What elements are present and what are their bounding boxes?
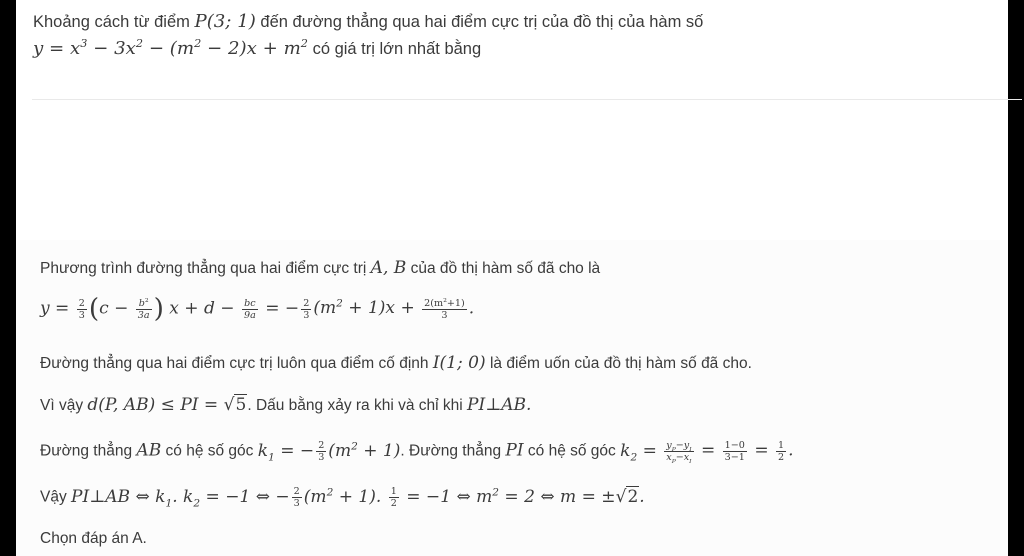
- left-black-border: [0, 0, 16, 556]
- slope2-text: . Đường thẳng: [400, 442, 502, 460]
- solution-intro: [40, 260, 600, 277]
- solution-intro-text: Phương trình đường thẳng qua hai điểm cực trị: [40, 260, 367, 277]
- question-text-rest: đến đường thẳng qua hai điểm cực trị của đồ thị của hàm số: [260, 13, 704, 31]
- question-point: P(3; 1): [194, 11, 256, 32]
- fixed-point: I(1; 0): [432, 353, 486, 373]
- slope2-mid: có hệ số góc: [527, 442, 616, 460]
- right-black-border: [1008, 0, 1024, 556]
- fixed-point-text: Đường thẳng qua hai điểm cực trị luôn qua điểm cố định: [40, 355, 429, 372]
- answer-line: Chọn đáp án A.: [40, 530, 147, 547]
- question-line-2: [33, 36, 482, 59]
- question-text: Khoảng cách từ điểm: [33, 13, 190, 31]
- solution-intro-rest: của đồ thị hàm số đã cho là: [410, 260, 601, 277]
- distance-inequality: d(P, AB) ≤ PI = √5: [87, 395, 247, 415]
- blank-panel: [16, 100, 1008, 240]
- line-equation: y = $\frac{2}{3}$ (c − $\frac{b^2}{3a}$ ) x + d − $\frac{bc}{9a}$ = − $\frac{2}{3}$ $(m^2 + 1)x$ + $\frac{2(m^2+1)}{3}$ .: [40, 294, 475, 324]
- so-text: Vậy: [40, 488, 67, 506]
- conclusion-line: Vậy PI⊥AB ⇔ $k_1$. $k_2 = -1$ ⇔ − $\frac{2}{3}$ $(m^2 + 1)$. $\frac{1}{2}$ = −1 ⇔ $m^2 = 2$ ⇔ m = ±√2.: [40, 485, 645, 510]
- extremum-points: A, B: [370, 258, 407, 278]
- slopes-line: Đường thẳng AB có hệ số góc $k_1$ = − $\frac{2}{3}$ $(m^2 + 1)$. Đường thẳng PI có hệ số góc $k_2$ = $\frac{y_P-y_I}{x_P-x_I}$ = $\frac{1-0}{3-1}$ = $\frac{1}{2}$ .: [40, 439, 794, 465]
- therefore-text: Vì vậy: [40, 397, 84, 414]
- slope1-text: Đường thẳng: [40, 442, 133, 460]
- question-text-end: có giá trị lớn nhất bằng: [312, 40, 482, 58]
- fixed-point-rest: là điểm uốn của đồ thị hàm số đã cho.: [489, 355, 752, 372]
- function-formula: $y = x^3 - 3x^2 - (m^2 - 2)x + m^2$: [33, 36, 308, 59]
- perpendicular-condition: PI⊥AB.: [467, 395, 532, 415]
- slope1-mid: có hệ số góc: [165, 442, 254, 460]
- fixed-point-line: [40, 355, 752, 372]
- distance-bound-line: [40, 397, 531, 414]
- question-line-1: [33, 13, 703, 31]
- equality-text: . Dấu bằng xảy ra khi và chỉ khi: [247, 397, 463, 414]
